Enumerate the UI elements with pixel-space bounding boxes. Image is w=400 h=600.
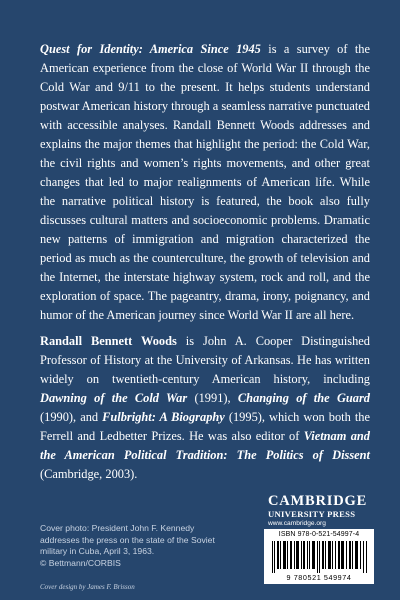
description-text: is a survey of the American experience from the close of World War II through the Cold War and 9/11 to the present. It helps students understand postwar American history through a seamless narrative punctuated with accessible analyses. Randall Bennett Woods addresses and explains the major themes that highlight the period: the Cold War, the civil rights and women’s rights movements, and other great changes that led to major realignments of American life. While the narrative political history is featured, the book also fully discusses cultural matters and socioeconomic problems. Dramatic new patterns of immigration and migration characterized the period as much as the counterculture, the growth of television and the Internet, the interstate highway system, rock and roll, and the exploration of space. The pageantry, drama, irony, poignancy, and humor of the American journey since World War II are all here.	[40, 42, 370, 322]
book-title-2: Changing of the Guard	[237, 391, 370, 405]
isbn-barcode	[264, 529, 374, 584]
credit-line-4: © Bettmann/CORBIS	[40, 557, 121, 568]
book-title-4: Vietnam and the American Political Tradition: The Politics of Dissent	[40, 429, 370, 462]
author-bio-paragraph	[40, 332, 370, 484]
bio-text-5: (Cambridge, 2003).	[40, 467, 138, 481]
author-name: Randall Bennett Woods	[40, 334, 177, 348]
barcode-number: 9 780521 549974	[286, 573, 352, 582]
credit-line-1: Cover photo: President John F. Kennedy	[40, 523, 195, 533]
description-paragraph	[40, 40, 370, 325]
bio-text-4: (1995), which won both the Ferrell and Ledbetter Prizes. He was also editor of	[40, 410, 371, 443]
publisher-url: www.cambridge.org	[268, 520, 326, 527]
publisher-subtitle: UNIVERSITY PRESS	[268, 509, 356, 519]
barcode-icon	[272, 541, 368, 573]
publisher-logo	[268, 493, 378, 528]
bio-text-1: is John A. Cooper Distinguished Professor of History at the University of Arkansas. He has written widely on twentieth-century American history, including	[40, 334, 370, 386]
cover-design-credit: Cover design by James F. Brisson	[40, 583, 135, 591]
bio-text-2: (1991),	[187, 391, 238, 405]
credit-line-2: addresses the press on the state of the Soviet	[40, 534, 215, 545]
cover-photo-credit	[40, 523, 220, 569]
credit-line-3: military in Cuba, April 3, 1963.	[40, 546, 155, 556]
publisher-name: CAMBRIDGE	[268, 493, 368, 509]
bio-text-3: (1990), and	[40, 410, 103, 424]
isbn-label: ISBN 978-0-521-54997-4	[278, 531, 360, 538]
book-title-3: Fulbright: A Biography	[102, 410, 225, 424]
book-title: Quest for Identity: America Since 1945	[40, 42, 261, 56]
book-title-1: Dawning of the Cold War	[40, 391, 188, 405]
